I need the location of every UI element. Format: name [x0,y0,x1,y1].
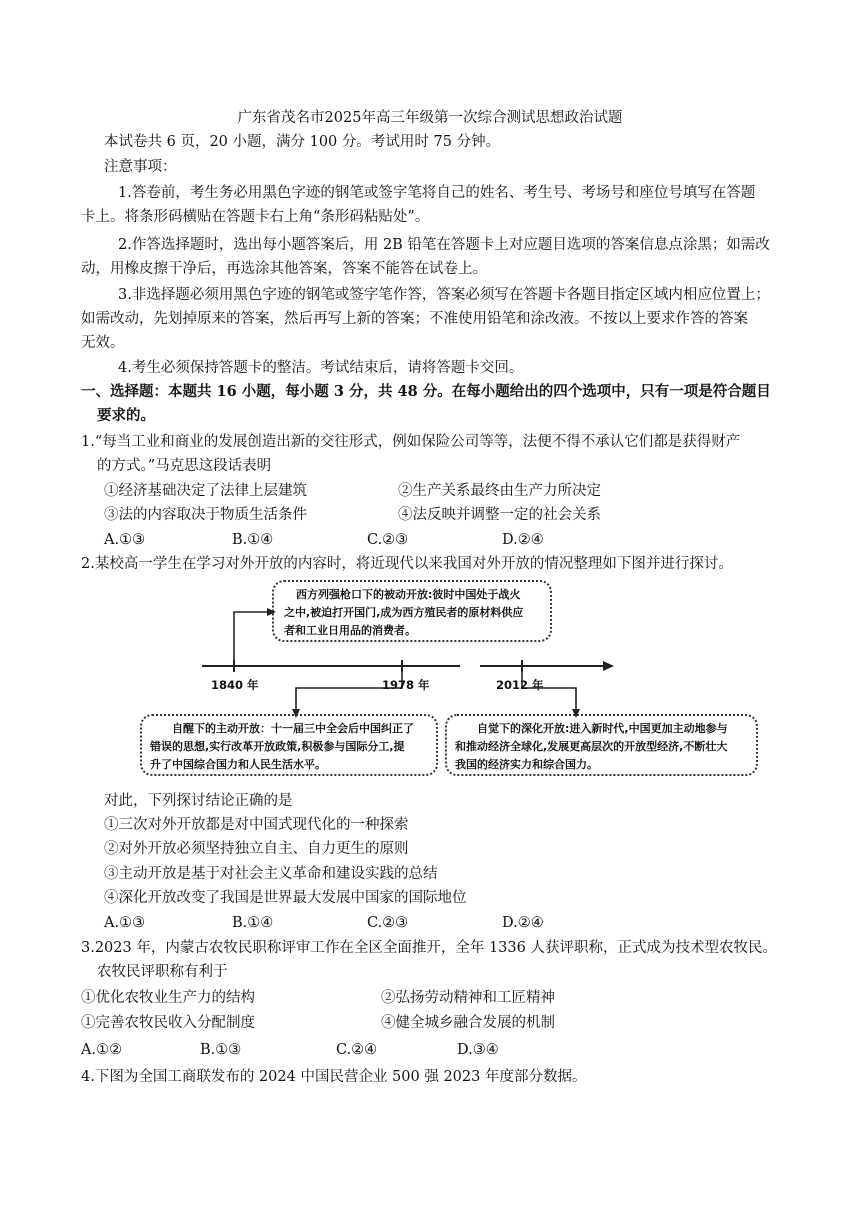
deepening-opening-line-3: 我国的经济实力和综合国力。 [455,758,598,771]
q2-option-4: ④深化开放改变了我国是世界最大发展中国家的国际地位 [104,890,467,906]
notice-1-line-2: 卡上。将条形码横贴在答题卡右上角“条形码粘贴处”。 [81,209,430,225]
q1-option-2: ②生产关系最终由生产力所决定 [398,483,601,499]
q3-option-2: ②弘扬劳动精神和工匠精神 [381,990,555,1006]
connector-1840 [234,612,270,660]
section-heading-line-1: 一、选择题：本题共 16 小题，每小题 3 分，共 48 分。在每小题给出的四个选项中，只有一项是符合题目 [81,383,771,400]
notice-3-line-2: 如需改动，先划掉原来的答案，然后再写上新的答案；不准使用铅笔和涂改液。不按以上要求作答的答案 [81,311,748,327]
q1-stem-line-1: 1.“每当工业和商业的发展创造出新的交往形式，例如保险公司等等，法便不得不承认它们都是获得财产 [81,434,741,450]
notice-3-line-1: 3.非选择题必须用黑色字迹的钢笔或签字笔作答，答案必须写在答题卡各题目指定区域内相应位置上； [118,287,770,303]
q1-option-3: ③法的内容取决于物质生活条件 [104,507,307,523]
q1-option-1: ①经济基础决定了法律上层建筑 [104,483,307,499]
q4-stem: 4.下图为全国工商联发布的 2024 中国民营企业 500 强 2023 年度部分数据。 [81,1069,587,1085]
q2-choice-d: D.②④ [502,915,544,931]
notice-2-line-2: 动，用橡皮擦干净后，再选涂其他答案，答案不能答在试卷上。 [81,261,487,277]
section-heading-line-2: 要求的。 [97,407,155,424]
passive-opening-line-3: 者和工业日用品的消费者。 [284,624,416,637]
passive-opening-line-1: 西方列强枪口下的被动开放:彼时中国处于战火 [296,588,521,601]
notice-heading: 注意事项： [104,159,177,175]
q3-choice-c: C.②④ [336,1042,378,1058]
timeline-arrowhead [603,661,614,671]
notice-2-line-1: 2.作答选择题时，选出每小题答案后，用 2B 铅笔在答题卡上对应题目选项的答案信息点涂黑；如需改 [118,237,770,253]
page-title: 广东省茂名市2025年高三年级第一次综合测试思想政治试题 [237,110,623,126]
q2-stem: 2.某校高一学生在学习对外开放的内容时，将近现代以来我国对外开放的情况整理如下图并进行探讨。 [81,556,733,572]
q1-choice-d: D.②④ [502,532,544,548]
q3-option-4: ④健全城乡融合发展的机制 [381,1015,555,1031]
q3-option-3: ①完善农牧民收入分配制度 [81,1015,255,1031]
passive-opening-line-2: 之中,被迫打开国门,成为西方殖民者的原材料供应 [284,606,524,619]
notice-3-line-3: 无效。 [81,335,125,351]
year-label-2012: 2012 年 [496,678,544,692]
q1-stem-line-2: 的方式。”马克思这段话表明 [97,458,272,474]
q2-option-2: ②对外开放必须坚持独立自主、自力更生的原则 [104,841,409,857]
q3-stem-line-1: 3.2023 年，内蒙古农牧民职称评审工作在全区全面推开，全年 1336 人获评职称，正式成为技术型农牧民。 [81,940,777,956]
q3-choice-a: A.①② [81,1042,123,1058]
active-opening-line-2: 错误的思想,实行改革开放政策,积极参与国际分工,提 [150,740,405,753]
exam-intro: 本试卷共 6 页，20 小题，满分 100 分。考试用时 75 分钟。 [104,134,501,150]
notice-1-line-1: 1.答卷前，考生务必用黑色字迹的钢笔或签字笔将自己的姓名、考生号、考场号和座位号填写在答题 [118,185,756,201]
q3-stem-line-2: 农牧民评职称有利于 [97,964,228,980]
active-opening-box [140,714,438,776]
q1-option-4: ④法反映并调整一定的社会关系 [398,507,601,523]
q2-option-1: ①三次对外开放都是对中国式现代化的一种探索 [104,817,409,833]
q3-choice-b: B.①③ [200,1042,242,1058]
q2-choice-c: C.②③ [367,915,409,931]
q2-choice-a: A.①③ [104,915,146,931]
q1-choice-a: A.①③ [104,532,146,548]
q3-choice-d: D.③④ [457,1042,499,1058]
notice-4-line-1: 4.考生必须保持答题卡的整洁。考试结束后，请将答题卡交回。 [118,360,524,376]
deepening-opening-box [445,714,758,776]
q3-option-1: ①优化农牧业生产力的结构 [81,990,255,1006]
deepening-opening-line-2: 和推动经济全球化,发展更高层次的开放型经济,不断壮大 [455,740,728,753]
q1-choice-b: B.①④ [232,532,274,548]
deepening-opening-line-1: 自觉下的深化开放:进入新时代,中国更加主动地参与 [477,722,728,735]
active-opening-line-1: 自醒下的主动开放：十一届三中全会后中国纠正了 [172,722,414,735]
q2-choice-b: B.①④ [232,915,274,931]
q1-choice-c: C.②③ [367,532,409,548]
active-opening-line-3: 升了中国综合国力和人民生活水平。 [150,758,326,771]
passive-opening-box [272,580,552,642]
year-label-1840: 1840 年 [211,678,259,692]
q2-option-3: ③主动开放是基于对社会主义革命和建设实践的总结 [104,866,438,882]
year-label-1978: 1978 年 [382,678,430,692]
q2-prompt: 对此，下列探讨结论正确的是 [104,793,293,809]
